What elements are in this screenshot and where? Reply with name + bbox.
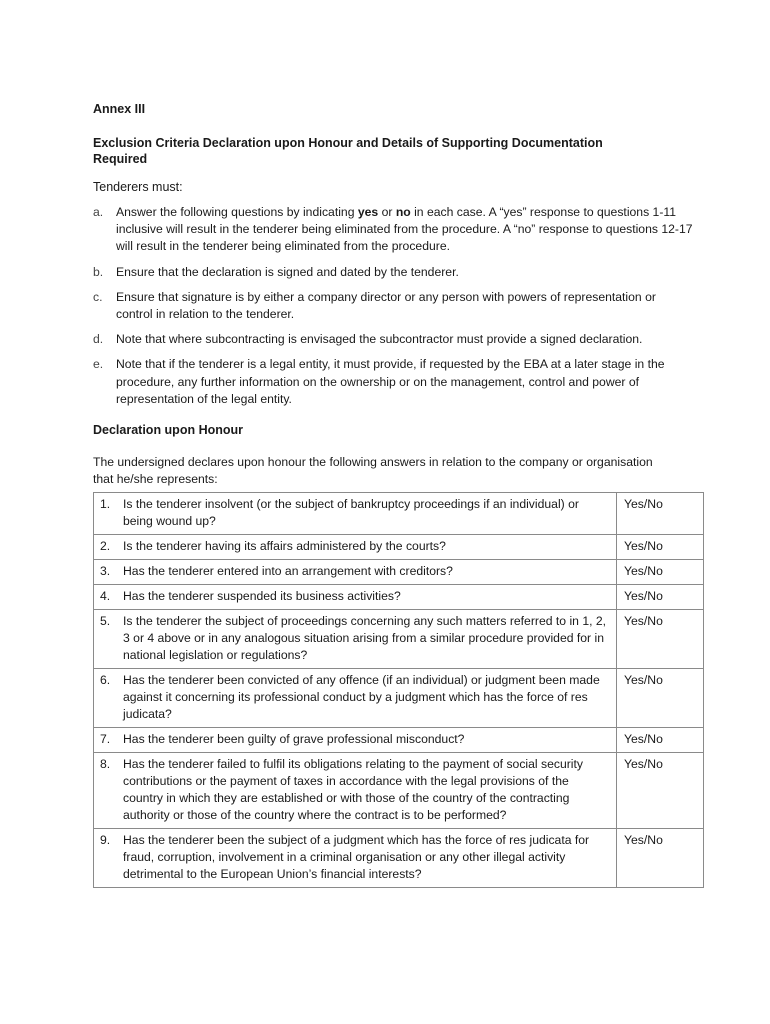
question-number: 1. bbox=[100, 497, 111, 511]
question-text: Is the tenderer insolvent (or the subject of bankruptcy proceedings if an individual) or being wound up? bbox=[123, 497, 579, 528]
question-text: Has the tenderer been guilty of grave professional misconduct? bbox=[123, 732, 465, 746]
table-row bbox=[94, 493, 704, 535]
questions-table bbox=[93, 492, 704, 888]
annex-title: Annex III bbox=[93, 102, 146, 116]
instruction-marker: e. bbox=[93, 357, 104, 372]
question-cell bbox=[94, 610, 617, 669]
question-cell bbox=[94, 585, 617, 610]
answer-cell[interactable]: Yes/No bbox=[617, 493, 704, 535]
table-row bbox=[94, 560, 704, 585]
table-row bbox=[94, 829, 704, 888]
answer-cell[interactable]: Yes/No bbox=[617, 669, 704, 728]
instruction-marker: a. bbox=[93, 205, 104, 219]
answer-cell[interactable]: Yes/No bbox=[617, 585, 704, 610]
question-number: 4. bbox=[100, 589, 111, 603]
question-text: Is the tenderer the subject of proceedings concerning any such matters referred to in 1, 2, 3 or 4 above or in any analogous situation arising from a similar procedure provided for in national legislation or regulations? bbox=[123, 614, 607, 662]
table-row bbox=[94, 535, 704, 560]
question-number: 6. bbox=[100, 673, 111, 687]
declaration-title: Declaration upon Honour bbox=[93, 423, 243, 437]
question-number: 7. bbox=[100, 732, 111, 746]
question-text: Has the tenderer been the subject of a judgment which has the force of res judicata for fraud, corruption, involvement in a criminal organisation or any other illegal activity detrimental to the European Union’s financial interests? bbox=[123, 833, 590, 881]
instruction-item: a. Answer the following questions by indicating yes or no in each case. A “yes” response to questions 1-11 inclusive will result in the tenderer being eliminated from the procedure. A “no” response to questions 12-17 will result in the tenderer being eliminated from the procedure. bbox=[93, 205, 693, 254]
table-row bbox=[94, 610, 704, 669]
question-cell bbox=[94, 493, 617, 535]
question-number: 9. bbox=[100, 833, 111, 847]
answer-cell[interactable]: Yes/No bbox=[617, 753, 704, 829]
question-number: 2. bbox=[100, 539, 111, 553]
instruction-item: b. Ensure that the declaration is signed and dated by the tenderer. bbox=[93, 264, 693, 281]
question-number: 5. bbox=[100, 614, 111, 628]
instruction-item: c. Ensure that signature is by either a company director or any person with powers of representation or control in relation to the tenderer. bbox=[93, 289, 656, 322]
table-row bbox=[94, 753, 704, 829]
instructions-list bbox=[93, 204, 693, 416]
question-number: 3. bbox=[100, 564, 111, 578]
question-text: Has the tenderer suspended its business activities? bbox=[123, 589, 401, 603]
answer-cell[interactable]: Yes/No bbox=[617, 610, 704, 669]
answer-cell[interactable]: Yes/No bbox=[617, 829, 704, 888]
instruction-marker: d. bbox=[93, 332, 104, 347]
question-text: Has the tenderer entered into an arrangement with creditors? bbox=[123, 564, 453, 578]
table-row bbox=[94, 669, 704, 728]
instruction-item: d. Note that where subcontracting is envisaged the subcontractor must provide a signed declaration. bbox=[93, 331, 693, 348]
question-cell bbox=[94, 753, 617, 829]
question-text: Is the tenderer having its affairs administered by the courts? bbox=[123, 539, 446, 553]
document-title: Exclusion Criteria Declaration upon Honour and Details of Supporting Documentation Required bbox=[93, 136, 603, 166]
question-cell bbox=[94, 728, 617, 753]
answer-cell[interactable]: Yes/No bbox=[617, 728, 704, 753]
question-text: Has the tenderer been convicted of any offence (if an individual) or judgment been made against it concerning its professional conduct by a judgment which has the force of res judicata? bbox=[123, 673, 600, 721]
table-row bbox=[94, 585, 704, 610]
answer-cell[interactable]: Yes/No bbox=[617, 535, 704, 560]
intro-text: Tenderers must: bbox=[93, 180, 183, 194]
declaration-intro: The undersigned declares upon honour the following answers in relation to the company or organisation that he/she represents: bbox=[93, 455, 653, 486]
instruction-marker: b. bbox=[93, 264, 104, 279]
table-row bbox=[94, 728, 704, 753]
answer-cell[interactable]: Yes/No bbox=[617, 560, 704, 585]
question-cell bbox=[94, 535, 617, 560]
instruction-marker: c. bbox=[93, 289, 103, 304]
question-cell bbox=[94, 829, 617, 888]
question-cell bbox=[94, 669, 617, 728]
question-number: 8. bbox=[100, 757, 111, 771]
instruction-item: e. Note that if the tenderer is a legal entity, it must provide, if requested by the EBA at a later stage in the procedure, any further information on the ownership or on the management, control and power of representation of the legal entity. bbox=[93, 357, 665, 406]
question-text: Has the tenderer failed to fulfil its obligations relating to the payment of social security contributions or the payment of taxes in accordance with the legal provisions of the country in which they are established or with those of the country of the contracting authority or those of the country where the contract is to be performed? bbox=[123, 757, 583, 822]
question-cell bbox=[94, 560, 617, 585]
